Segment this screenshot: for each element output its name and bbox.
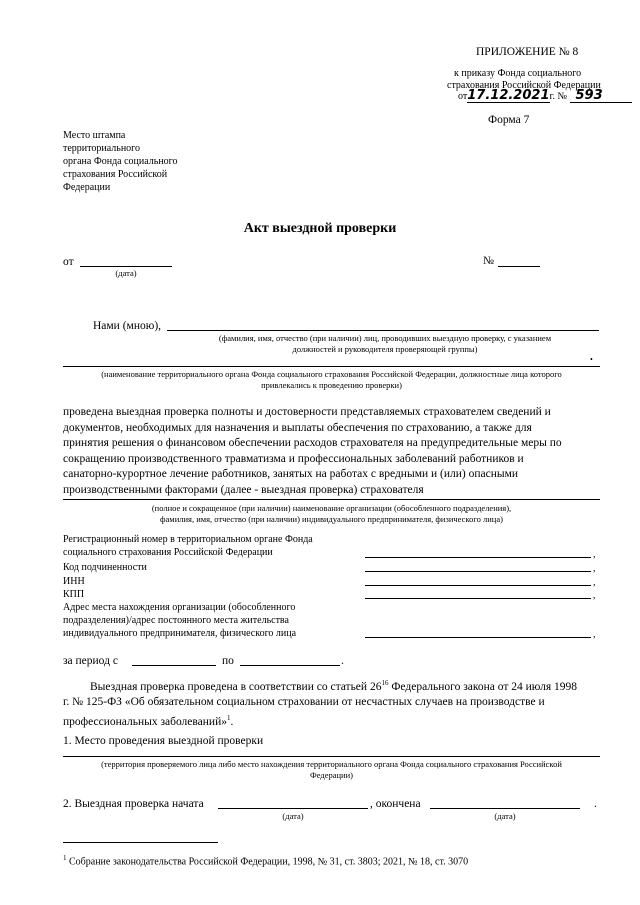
body-line: документов, необходимых для назначения и выплаты обеспечения по страхованию, а также для: [63, 421, 532, 434]
period-end-dot: .: [341, 655, 344, 667]
body-line: санаторно-курортное лечение работников, занятых на работах с вредными и (или) опасными: [63, 468, 519, 481]
comma: ,: [593, 549, 596, 560]
footnote-separator: [63, 842, 218, 843]
body-paragraph: [63, 405, 600, 499]
stamp-line: территориального: [63, 143, 141, 154]
address-label-line: Адрес места нахождения организации (обособленного: [63, 602, 296, 613]
period-start-field[interactable]: [132, 665, 216, 666]
reg-number-label-line: социального страхования Российской Федерации: [63, 547, 273, 558]
reg-number-label: [63, 533, 313, 559]
footnote: [63, 852, 468, 868]
reg-number-label-line: Регистрационный номер в территориальном органе Фонда: [63, 534, 313, 545]
comma: ,: [593, 563, 596, 574]
org-line[interactable]: [63, 366, 600, 367]
end-date-field[interactable]: [430, 808, 580, 809]
legal-basis-line: г. № 125-ФЗ «Об обязательном социальном страховании от несчастных случаев на производстве и: [63, 696, 545, 709]
appendix-number: ПРИЛОЖЕНИЕ № 8: [476, 46, 579, 58]
section1-caption-line: Федерации): [310, 770, 353, 780]
inspectors-label: Нами (мною),: [93, 320, 162, 332]
insured-line[interactable]: [63, 499, 600, 500]
subordination-label: Код подчиненности: [63, 562, 147, 573]
legal-basis-text: Выездная проверка проведена в соответствии со статьей 26: [90, 680, 382, 693]
section2-end-dot: .: [594, 798, 597, 810]
comma: ,: [593, 590, 596, 601]
inspectors-caption: [170, 333, 600, 355]
order-line-1: к приказу Фонда социального: [454, 68, 582, 79]
footnote-ref: 1: [227, 713, 231, 722]
order-date: 17.12.2021: [467, 88, 550, 103]
body-line: сокращению производственного травматизма и профессиональных заболеваний работников и: [63, 452, 524, 465]
kpp-label: КПП: [63, 589, 85, 600]
inspectors-line[interactable]: [167, 330, 599, 331]
inspectors-caption-line: должностей и руководителя проверяющей группы): [292, 344, 478, 354]
address-label-line: подразделения)/адрес постоянного места жительства: [63, 615, 289, 626]
scan-dot: •: [590, 355, 593, 364]
section1-label: 1. Место проведения выездной проверки: [63, 735, 264, 747]
order-line-2: страхования Российской Федерации: [447, 80, 601, 91]
insured-caption-line: фамилия, имя, отчество (при наличии) индивидуального предпринимателя, физического лица): [160, 514, 503, 524]
comma: ,: [593, 577, 596, 588]
stamp-place: [63, 129, 178, 194]
ended-label: , окончена: [370, 798, 421, 810]
legal-basis-text: .: [230, 715, 234, 728]
start-date-field[interactable]: [218, 808, 368, 809]
body-line: производственными факторами (далее - выездная проверка) страхователя: [63, 483, 424, 496]
stamp-line: Место штампа: [63, 130, 126, 141]
stamp-line: органа Фонда социального: [63, 156, 178, 167]
footnote-text: Собрание законодательства Российской Федерации, 1998, № 31, ст. 3803; 2021, № 18, ст. 3070: [66, 856, 469, 868]
kpp-field[interactable]: [365, 598, 591, 599]
comma: ,: [593, 629, 596, 640]
date-caption: (дата): [115, 268, 137, 278]
period-to-label: по: [222, 655, 234, 667]
stamp-line: Федерации: [63, 182, 111, 193]
period-end-field[interactable]: [240, 665, 340, 666]
section1-caption: [63, 759, 600, 781]
form-number: Форма 7: [488, 114, 530, 126]
body-line: принятия решения о финансовом обеспечении расходов страхователя на предупредительные меры по: [63, 437, 562, 450]
legal-basis-line: [63, 711, 600, 730]
address-field[interactable]: [365, 637, 591, 638]
legal-basis-line: [63, 676, 600, 695]
date-from-label: от: [63, 256, 74, 268]
org-caption-line: (наименование территориального органа Фонда социального страхования Российской Федерации, должностные лица которого: [101, 369, 562, 379]
insured-caption-line: (полное и сокращенное (при наличии) наименование организации (обособленного подразделения),: [151, 503, 512, 513]
order-date-line: [458, 89, 632, 103]
order-g: г. №: [549, 91, 568, 102]
number-label: №: [483, 255, 494, 267]
stamp-line: страхования Российской: [63, 169, 168, 180]
section2-label: 2. Выездная проверка начата: [63, 798, 204, 810]
period-label: за период с: [63, 655, 118, 667]
order-from: от: [458, 91, 468, 102]
reg-number-field[interactable]: [365, 557, 591, 558]
org-caption: [63, 369, 600, 391]
address-label: [63, 601, 296, 640]
insured-caption: [63, 503, 600, 525]
org-caption-line: привлекались к проведению проверки): [261, 380, 402, 390]
subordination-field[interactable]: [365, 571, 591, 572]
legal-basis: [63, 676, 600, 730]
start-date-caption: (дата): [282, 811, 304, 821]
end-date-caption: (дата): [494, 811, 516, 821]
inn-field[interactable]: [365, 585, 591, 586]
inspectors-caption-line: (фамилия, имя, отчество (при наличии) лиц, проводивших выездную проверку, с указанием: [218, 333, 552, 343]
number-line[interactable]: [498, 266, 540, 267]
legal-basis-text: профессиональных заболеваний»: [63, 715, 227, 728]
section1-caption-line: (территория проверяемого лица либо место нахождения территориального органа Фонда социального страхования Российской: [101, 759, 562, 769]
order-number: 593: [570, 89, 632, 103]
document-title: Акт выездной проверки: [243, 221, 397, 236]
article-superscript: 16: [381, 679, 389, 687]
legal-basis-text: Федерального закона от 24 июля 1998: [388, 680, 577, 693]
date-line[interactable]: [80, 266, 172, 267]
place-field[interactable]: [63, 756, 600, 757]
address-label-line: индивидуального предпринимателя, физического лица: [63, 628, 297, 639]
body-line: проведена выездная проверка полноты и достоверности представляемых страхователем сведений и: [63, 406, 551, 418]
inn-label: ИНН: [63, 576, 85, 587]
footnote-mark: 1: [63, 854, 67, 862]
